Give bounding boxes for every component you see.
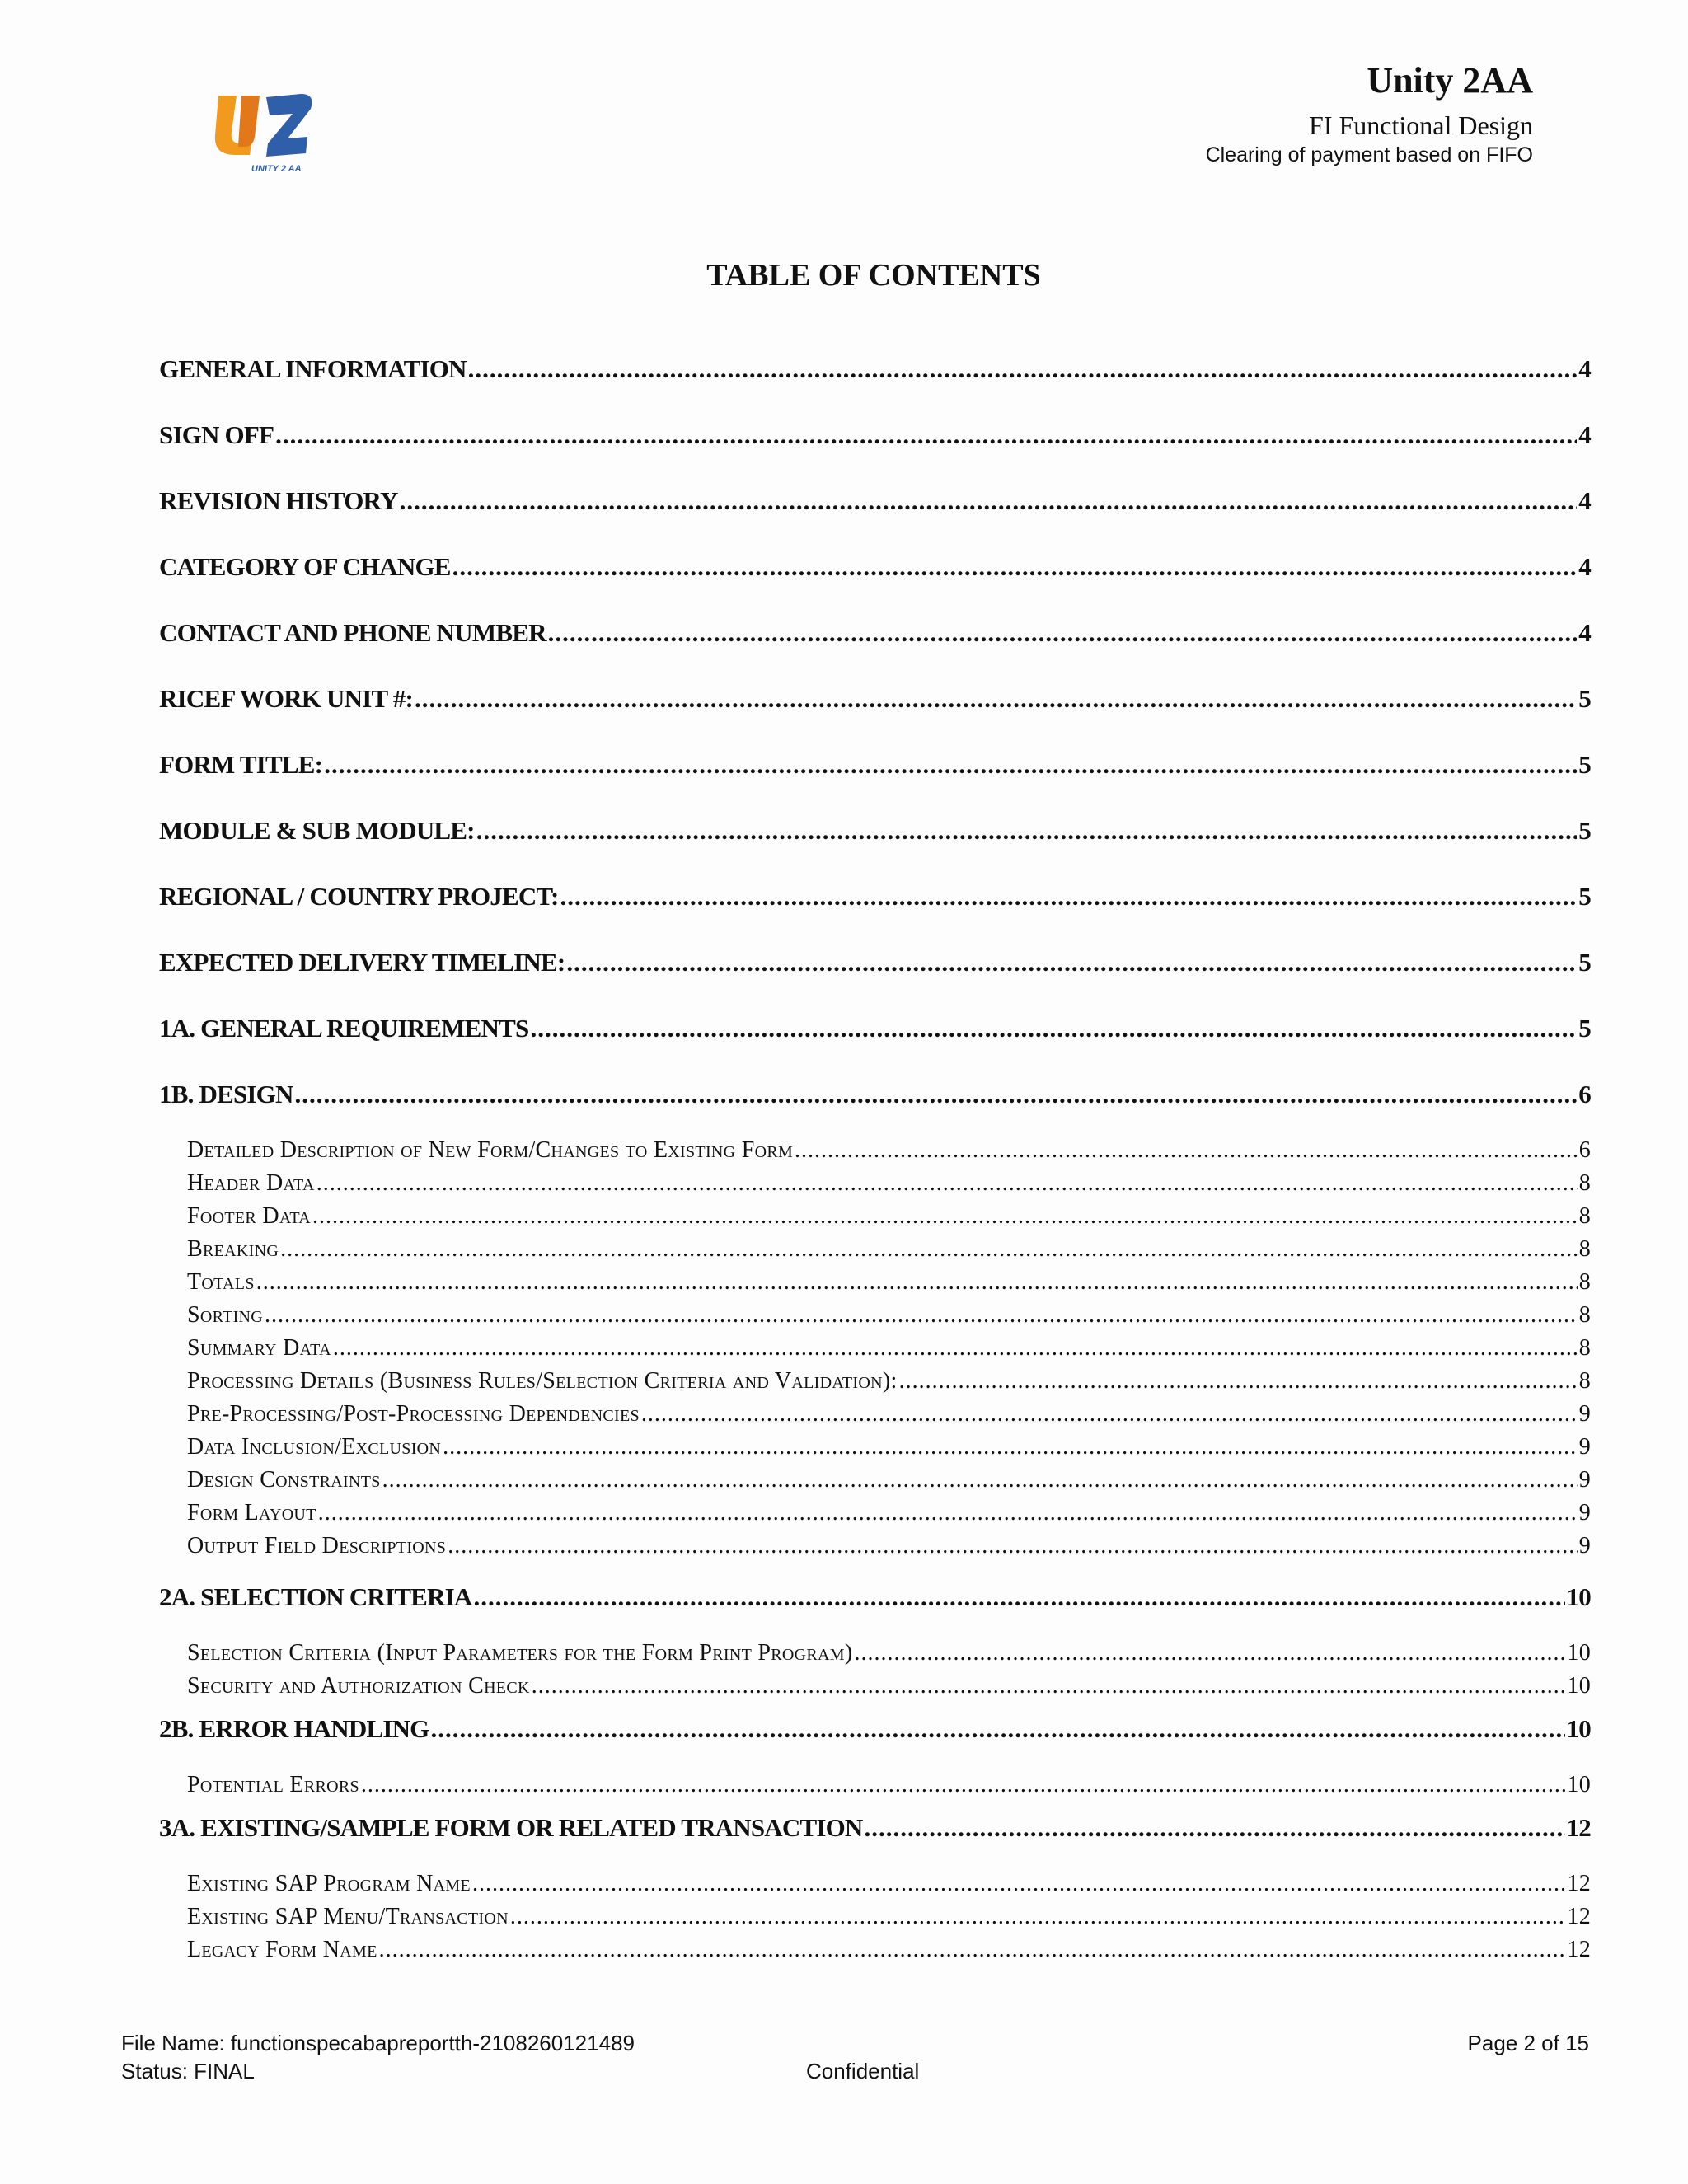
toc-entry-label: Legacy Form Name bbox=[187, 1937, 377, 1962]
header-subtitle: FI Functional Design bbox=[1309, 110, 1533, 140]
toc-entry-page: 9 bbox=[1578, 1401, 1591, 1427]
toc-entry-page: 4 bbox=[1578, 552, 1591, 581]
header-title: Unity 2AA bbox=[1367, 60, 1533, 101]
toc-leader-dots bbox=[382, 1467, 1578, 1493]
toc-entry-label: Design Constraints bbox=[187, 1467, 381, 1493]
toc-section-entry[interactable] bbox=[159, 618, 1591, 648]
toc-section-entry[interactable] bbox=[159, 816, 1591, 846]
toc-entry-page: 6 bbox=[1578, 1080, 1591, 1108]
toc-subsection-entry[interactable] bbox=[159, 1871, 1591, 1897]
toc-leader-dots bbox=[452, 552, 1578, 582]
toc-entry-label: REVISION HISTORY bbox=[159, 486, 398, 515]
toc-entry-page: 6 bbox=[1578, 1137, 1591, 1163]
toc-entry-page: 4 bbox=[1578, 354, 1591, 383]
toc-entry-label: Selection Criteria (Input Parameters for the Form Print Program) bbox=[187, 1640, 853, 1666]
toc-leader-dots bbox=[864, 1813, 1564, 1843]
toc-leader-dots bbox=[400, 486, 1578, 516]
footer-status: Status: FINAL bbox=[121, 2059, 255, 2083]
toc-subsection-entry[interactable] bbox=[159, 1904, 1591, 1930]
toc-section-entry[interactable] bbox=[159, 948, 1591, 977]
toc-leader-dots bbox=[548, 618, 1578, 648]
toc-entry-label: Data Inclusion/Exclusion bbox=[187, 1434, 442, 1460]
toc-leader-dots bbox=[333, 1335, 1578, 1361]
toc-entry-page: 8 bbox=[1578, 1269, 1591, 1295]
toc-leader-dots bbox=[448, 1533, 1578, 1559]
toc-entry-page: 5 bbox=[1578, 1014, 1591, 1043]
toc-entry-label: Pre-Processing/Post-Processing Dependencies bbox=[187, 1401, 640, 1427]
toc-entry-page: 12 bbox=[1566, 1813, 1591, 1842]
toc-leader-dots bbox=[566, 948, 1577, 977]
toc-section-entry[interactable] bbox=[159, 1813, 1591, 1843]
logo-caption: UNITY 2 AA bbox=[251, 164, 302, 174]
toc-entry-page: 4 bbox=[1578, 618, 1591, 647]
toc-leader-dots bbox=[530, 1014, 1577, 1043]
toc-subsection-entry[interactable] bbox=[159, 1368, 1591, 1394]
toc-entry-label: 1B. DESIGN bbox=[159, 1080, 293, 1108]
toc-entry-label: Existing SAP Program Name bbox=[187, 1871, 471, 1896]
unity-2aa-logo bbox=[202, 89, 326, 180]
toc-entry-page: 10 bbox=[1567, 1640, 1591, 1666]
toc-section-entry[interactable] bbox=[159, 750, 1591, 780]
toc-entry-page: 8 bbox=[1578, 1236, 1591, 1262]
toc-subsection-entry[interactable] bbox=[159, 1467, 1591, 1493]
toc-section-entry[interactable] bbox=[159, 486, 1591, 516]
toc-leader-dots bbox=[431, 1714, 1565, 1744]
toc-leader-dots bbox=[318, 1500, 1578, 1526]
toc-leader-dots bbox=[324, 750, 1577, 780]
toc-entry-label: Footer Data bbox=[187, 1203, 312, 1229]
toc-leader-dots bbox=[415, 684, 1577, 714]
toc-entry-label: 2A. SELECTION CRITERIA bbox=[159, 1582, 472, 1611]
toc-entry-page: 8 bbox=[1578, 1335, 1591, 1361]
toc-entry-label: Breaking bbox=[187, 1236, 279, 1262]
toc-entry-label: RICEF WORK UNIT #: bbox=[159, 684, 413, 713]
toc-title: TABLE OF CONTENTS bbox=[706, 258, 1041, 293]
toc-leader-dots bbox=[795, 1137, 1578, 1164]
toc-leader-dots bbox=[265, 1302, 1578, 1329]
toc-leader-dots bbox=[361, 1772, 1565, 1798]
footer-confidential: Confidential bbox=[806, 2059, 920, 2083]
toc-subsection-entry[interactable] bbox=[159, 1500, 1591, 1526]
toc-subsection-entry[interactable] bbox=[159, 1236, 1591, 1263]
toc-entry-label: Existing SAP Menu/Transaction bbox=[187, 1904, 509, 1929]
toc-subsection-entry[interactable] bbox=[159, 1401, 1591, 1427]
toc-entry-label: EXPECTED DELIVERY TIMELINE: bbox=[159, 948, 565, 977]
document-header bbox=[1206, 58, 1533, 168]
toc-entry-page: 9 bbox=[1578, 1467, 1591, 1493]
toc-entry-page: 5 bbox=[1578, 816, 1591, 845]
toc-section-entry[interactable] bbox=[159, 684, 1591, 714]
toc-leader-dots bbox=[468, 354, 1578, 384]
toc-entry-page: 12 bbox=[1567, 1937, 1591, 1962]
toc-entry-page: 10 bbox=[1567, 1673, 1591, 1699]
toc-subsection-entry[interactable] bbox=[159, 1772, 1591, 1798]
toc-leader-dots bbox=[510, 1904, 1565, 1930]
toc-entry-label: Summary Data bbox=[187, 1335, 331, 1361]
toc-entry-label: Detailed Description of New Form/Changes to Existing Form bbox=[187, 1137, 794, 1163]
toc-entry-label: CONTACT AND PHONE NUMBER bbox=[159, 618, 546, 647]
toc-entry-page: 4 bbox=[1578, 486, 1591, 515]
toc-section-entry[interactable] bbox=[159, 1714, 1591, 1744]
footer-file-name: File Name: functionspecabapreportth-2108260121489 bbox=[121, 2031, 635, 2055]
toc-leader-dots bbox=[899, 1368, 1578, 1394]
toc-subsection-entry[interactable] bbox=[159, 1335, 1591, 1361]
toc-entry-label: SIGN OFF bbox=[159, 420, 274, 449]
toc-leader-dots bbox=[295, 1080, 1578, 1109]
toc-entry-page: 10 bbox=[1566, 1714, 1591, 1743]
toc-entry-page: 4 bbox=[1578, 420, 1591, 449]
toc-entry-page: 9 bbox=[1578, 1533, 1591, 1558]
toc-entry-label: REGIONAL / COUNTRY PROJECT: bbox=[159, 882, 559, 911]
footer-page-number: Page 2 of 15 bbox=[1467, 2031, 1589, 2055]
toc-entry-label: FORM TITLE: bbox=[159, 750, 323, 779]
toc-leader-dots bbox=[560, 882, 1578, 912]
toc-entry-label: 2B. ERROR HANDLING bbox=[159, 1714, 429, 1743]
toc-leader-dots bbox=[476, 816, 1578, 846]
toc-entry-page: 5 bbox=[1578, 882, 1591, 911]
toc-section-entry[interactable] bbox=[159, 1080, 1591, 1109]
toc-leader-dots bbox=[472, 1871, 1565, 1897]
toc-entry-page: 8 bbox=[1578, 1170, 1591, 1196]
toc-entry-label: Totals bbox=[187, 1269, 255, 1295]
toc-entry-page: 9 bbox=[1578, 1434, 1591, 1460]
toc-subsection-entry[interactable] bbox=[159, 1302, 1591, 1329]
toc-section-entry[interactable] bbox=[159, 1014, 1591, 1043]
toc-entry-page: 12 bbox=[1567, 1871, 1591, 1896]
toc-entry-page: 10 bbox=[1567, 1772, 1591, 1797]
toc-subsection-entry[interactable] bbox=[159, 1533, 1591, 1559]
toc-leader-dots bbox=[443, 1434, 1578, 1460]
toc-section-entry[interactable] bbox=[159, 354, 1591, 384]
toc-entry-label: Processing Details (Business Rules/Selection Criteria and Validation): bbox=[187, 1368, 898, 1394]
toc-entry-page: 8 bbox=[1578, 1302, 1591, 1328]
toc-subsection-entry[interactable] bbox=[159, 1137, 1591, 1164]
toc-subsection-entry[interactable] bbox=[159, 1434, 1591, 1460]
toc-entry-page: 12 bbox=[1567, 1904, 1591, 1929]
toc-entry-label: Potential Errors bbox=[187, 1772, 359, 1797]
toc-leader-dots bbox=[316, 1170, 1578, 1197]
toc-entry-page: 9 bbox=[1578, 1500, 1591, 1526]
header-description: Clearing of payment based on FIFO bbox=[1205, 143, 1533, 166]
toc-leader-dots bbox=[280, 1236, 1578, 1263]
toc-leader-dots bbox=[379, 1937, 1566, 1963]
toc-entry-label: Security and Authorization Check bbox=[187, 1673, 530, 1699]
toc-subsection-entry[interactable] bbox=[159, 1937, 1591, 1963]
toc-entry-page: 5 bbox=[1578, 750, 1591, 779]
toc-subsection-entry[interactable] bbox=[159, 1203, 1591, 1230]
toc-entry-page: 8 bbox=[1578, 1368, 1591, 1394]
toc-leader-dots bbox=[256, 1269, 1578, 1296]
toc-entry-page: 10 bbox=[1566, 1582, 1591, 1611]
toc-section-entry[interactable] bbox=[159, 552, 1591, 582]
toc-section-entry[interactable] bbox=[159, 1582, 1591, 1612]
toc-entry-label: MODULE & SUB MODULE: bbox=[159, 816, 475, 845]
toc-section-entry[interactable] bbox=[159, 420, 1591, 450]
toc-entry-label: Form Layout bbox=[187, 1500, 316, 1526]
toc-leader-dots bbox=[532, 1673, 1566, 1699]
toc-entry-label: 3A. EXISTING/SAMPLE FORM OR RELATED TRANSACTION bbox=[159, 1813, 863, 1842]
toc-leader-dots bbox=[473, 1582, 1564, 1612]
toc-entry-page: 5 bbox=[1578, 684, 1591, 713]
toc-entry-label: GENERAL INFORMATION bbox=[159, 354, 467, 383]
toc-entry-label: Output Field Descriptions bbox=[187, 1533, 447, 1558]
toc-section-entry[interactable] bbox=[159, 882, 1591, 912]
toc-entry-label: Sorting bbox=[187, 1302, 264, 1328]
toc-entry-label: CATEGORY OF CHANGE bbox=[159, 552, 451, 581]
toc-leader-dots bbox=[641, 1401, 1578, 1427]
toc-entry-page: 8 bbox=[1578, 1203, 1591, 1229]
toc-leader-dots bbox=[312, 1203, 1578, 1230]
toc-subsection-entry[interactable] bbox=[159, 1170, 1591, 1197]
toc-leader-dots bbox=[855, 1640, 1566, 1666]
toc-entry-label: Header Data bbox=[187, 1170, 315, 1196]
toc-entry-page: 5 bbox=[1578, 948, 1591, 977]
toc-subsection-entry[interactable] bbox=[159, 1673, 1591, 1699]
toc-subsection-entry[interactable] bbox=[159, 1269, 1591, 1296]
toc-leader-dots bbox=[275, 420, 1577, 450]
toc-subsection-entry[interactable] bbox=[159, 1640, 1591, 1666]
toc-entry-label: 1A. GENERAL REQUIREMENTS bbox=[159, 1014, 529, 1043]
